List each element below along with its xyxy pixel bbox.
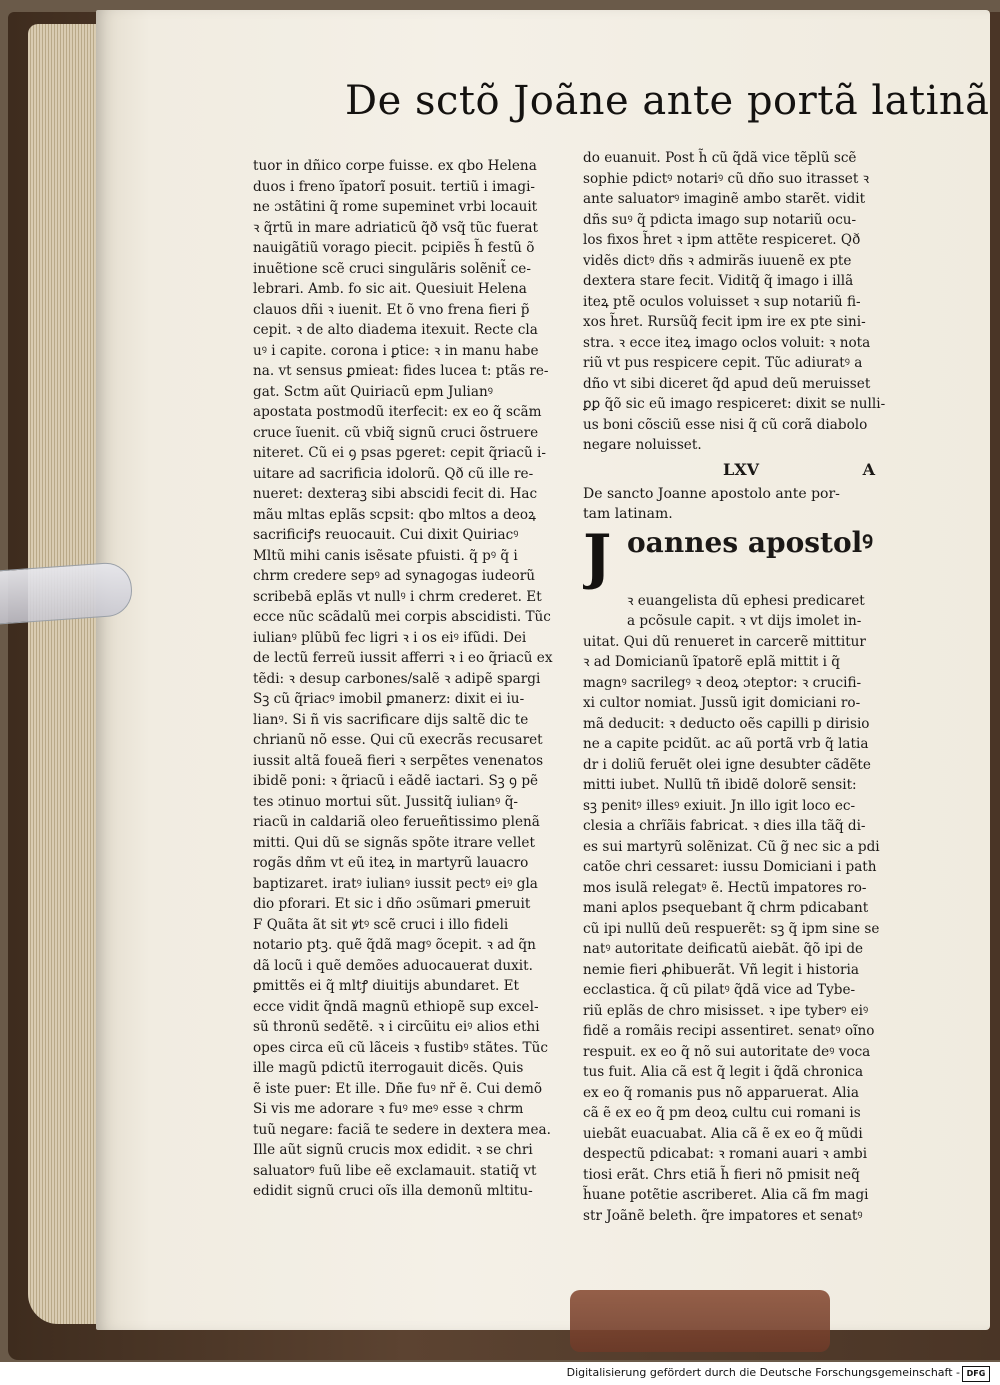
left-text-column bbox=[253, 156, 559, 1202]
right-column-top-line: dño vt sibi diceret q̃d apud deũ meruisset bbox=[583, 375, 871, 392]
left-column-line: ecce nũc scãdalũ mei corpis abscidisti. Tũc bbox=[253, 609, 551, 625]
right-column-top-line: iteꝝ ptẽ oculos voluisset ꝛ sup notariũ fi- bbox=[583, 293, 861, 310]
left-column-line: sũ thronũ sedẽtẽ. ꝛ i circũitu eiꝰ alios ethi bbox=[253, 1019, 540, 1035]
left-column-line: lebrari. Amb. fo sic ait. Quesiuit Helena bbox=[253, 281, 527, 297]
left-column-line: cruce ĩuenit. cũ vbiq̃ signũ cruci õstruere bbox=[253, 424, 539, 441]
right-column-body-line: ex eo q̃ romanis pus nõ apparuerat. Alia bbox=[583, 1084, 859, 1101]
left-column-line: ecce vidit q̃ndã magnũ ethiopẽ sup excel- bbox=[253, 998, 539, 1015]
left-column-line: F Quãta ãt sit ꝟtꝰ scẽ cruci i illo fideli bbox=[253, 916, 509, 933]
page-clip bbox=[0, 561, 134, 625]
right-column-body-line: cã ẽ ex eo q̃ pm deoꝝ cultu cui romani is bbox=[583, 1105, 861, 1121]
right-column-body-line: uitat. Qui dũ renueret in carcerẽ mittitur bbox=[583, 633, 866, 650]
right-column-body-line: clesia a chrĩãis fabricat. ꝛ dies illa tãq̃ di- bbox=[583, 818, 866, 834]
opening-words: oannes apostolꝰ bbox=[627, 525, 873, 559]
left-column-line: lianꝰ. Si ñ vis sacrificare dijs saltẽ dic te bbox=[253, 711, 529, 728]
chapter-number: LXV bbox=[723, 459, 760, 479]
left-column-line: riacũ in caldariã oleo ferueñtissimo plenã bbox=[253, 814, 540, 830]
left-column-line: clauos dñi ꝛ iuenit. Et õ vno frena fieri p̃ bbox=[253, 301, 530, 318]
right-column-body-line: tus fuit. Alia cã est q̃ legit i q̃dã chronica bbox=[583, 1064, 864, 1080]
right-column-body-line: dr i doliũ feruẽt olei igne desubter cãdẽte bbox=[583, 756, 871, 773]
left-column-line: tes ɔtinuo mortui sũt. Jussitq̃ iulianꝰ q̃- bbox=[253, 793, 518, 810]
right-column-top-line: riũ vt pus respicere cepit. Tũc adiuratꝰ a bbox=[583, 355, 863, 371]
right-column-top-line: ante saluatorꝰ imaginẽ ambo starẽt. vidit bbox=[583, 191, 866, 207]
left-column-line: nueret: dexteraꝫ sibi abscidi fecit di. Hac bbox=[253, 486, 538, 502]
right-column-top-line: ꝑꝑ q̃õ sic eũ imago respiceret: dixit se nulli- bbox=[583, 396, 886, 412]
left-column-line: sacrificiꝭs reuocauit. Cui dixit Quiriacꝰ bbox=[253, 527, 519, 543]
dfg-logo: DFG bbox=[962, 1366, 990, 1382]
left-column-line: edidit signũ cruci oĩs illa demonũ mltitu- bbox=[253, 1183, 533, 1199]
right-column-body-line: mani aplos psequebant q̃ chrm pdicabant bbox=[583, 900, 869, 916]
right-column-body-line: riũ eplãs de chro misisset. ꝛ ipe tyberꝰ eiꝰ bbox=[583, 1002, 869, 1019]
left-column-line: saluatorꝰ fuũ libe eẽ exclamauit. statiq̃ vt bbox=[253, 1162, 537, 1179]
right-column-body-line: h̃uane potẽtie ascriberet. Alia cã fm magi bbox=[583, 1187, 869, 1203]
right-column-body-line: cũ ipi nullũ deũ respuerẽt: sꝫ q̃ ipm sine se bbox=[583, 920, 880, 937]
left-column-line: ille magũ pdictũ iterrogauit dicẽs. Quis bbox=[253, 1060, 524, 1076]
chapter-heading-line: tam latinam. bbox=[583, 506, 673, 522]
right-column-body-line: a pcõsule capit. ꝛ vt dijs imolet in- bbox=[627, 613, 862, 629]
right-column-body-line: tiosi erãt. Chrs etiã h̃ fieri nõ pmisit neq̃ bbox=[583, 1166, 860, 1183]
right-column-body-line: natꝰ autoritate deificatũ aiebãt. q̃õ ipi de bbox=[583, 941, 864, 957]
right-column-top-line: sophie pdictꝰ notariꝰ cũ dño suo itrasset ꝛ bbox=[583, 170, 870, 187]
right-column-body-line: fidẽ a romãis recipi assentiret. senatꝰ oĩno bbox=[583, 1023, 875, 1039]
left-column-line: nauigãtiũ vorago piecit. pcipiẽs h̃ festũ õ bbox=[253, 240, 535, 256]
left-column-line: mitti. Qui dũ se signãs spõte itrare vellet bbox=[253, 834, 535, 851]
left-column-line: mãu mltas eplãs scpsit: qbo mltos a deoꝝ bbox=[253, 506, 536, 523]
left-column-line: tuũ negare: faciã te sedere in dextera mea. bbox=[253, 1121, 551, 1138]
left-column-line: tuor in dñico corpe fuisse. ex qbo Helena bbox=[253, 158, 537, 174]
left-column-line: Ille aũt signũ crucis mox edidit. ꝛ se chri bbox=[253, 1142, 533, 1158]
left-column-line: Mltũ mihi canis isẽsate pfuisti. q̃ pꝰ q̃ i bbox=[253, 547, 518, 564]
right-column-body-line: ꝛ euangelista dũ ephesi predicaret bbox=[627, 592, 865, 609]
left-column-line: niteret. Cũ ei ꝯ psas pgeret: cepit q̃riacũ i- bbox=[253, 445, 546, 461]
left-column-line: de lectũ ferreũ iussit afferri ꝛ i eo q̃riacũ ex bbox=[253, 650, 553, 666]
right-column-body-line: xi cultor nomiat. Jussũ igit domiciani ro- bbox=[583, 695, 861, 711]
right-column-top-text bbox=[583, 148, 897, 456]
right-column-top-line: do euanuit. Post h̃ cũ q̃dã vice tẽplũ scẽ bbox=[583, 150, 857, 166]
left-column-line: chrm credere sepꝰ ad synagogas iudeorũ bbox=[253, 568, 535, 584]
left-column-line: apostata postmodũ iterfecit: ex eo q̃ scãm bbox=[253, 404, 542, 420]
running-header: De sctõ Joãne ante portã latinã bbox=[345, 78, 990, 124]
leather-tail bbox=[570, 1290, 830, 1352]
left-column-line: ꝑmittẽs ei q̃ mltꝭ diuitijs abundaret. Et bbox=[253, 978, 519, 994]
drop-capital: J bbox=[583, 521, 612, 592]
right-column-top-line: los fixos h̃ret ꝛ ipm attẽte respiceret. Qð bbox=[583, 232, 861, 248]
left-column-line: ꝛ q̃rtũ in mare adriaticũ q̃ð vsq̃ tũc fuerat bbox=[253, 219, 538, 236]
right-column-top-line: dñs suꝰ q̃ pdicta imago sup notariũ ocu- bbox=[583, 211, 857, 228]
left-column-line: rogãs dñm vt eũ iteꝝ in martyrũ lauacro bbox=[253, 855, 529, 871]
right-column-body-line: catõe chri cessaret: iussu Domiciani i path bbox=[583, 859, 877, 875]
chapter-marker-row bbox=[583, 460, 897, 484]
right-column-body-line: mos isulã relegatꝰ ẽ. Hectũ impatores ro- bbox=[583, 879, 867, 896]
funding-credit: Digitalisierung gefördert durch die Deutsche Forschungsgemeinschaft - bbox=[566, 1366, 960, 1379]
right-column-body-line: mitti iubet. Nullũ tñ ibidẽ dolorẽ sensit: bbox=[583, 777, 857, 793]
right-text-column bbox=[583, 148, 897, 1226]
left-column-line: ne ɔstãtini q̃ rome supeminet vrbi locauit bbox=[253, 199, 538, 215]
left-column-line: iussit altã foueã fieri ꝛ serpẽtes venenatos bbox=[253, 752, 544, 769]
right-column-top-line: stra. ꝛ ecce iteꝝ imago oclos voluit: ꝛ nota bbox=[583, 334, 871, 351]
left-column-line: uitare ad sacrificia idolorũ. Qð cũ ille re- bbox=[253, 465, 534, 482]
right-column-body-line: mã deducit: ꝛ deducto oẽs capilli p dirisio bbox=[583, 715, 870, 732]
left-column-line: inuẽtione scẽ cruci singulãris solẽnit̃ ce- bbox=[253, 260, 531, 277]
left-column-line: cepit. ꝛ de alto diadema itexuit. Recte cla bbox=[253, 322, 538, 338]
right-column-body-line: ꝛ ad Domicianũ ĩpatorẽ eplã mittit i q̃ bbox=[583, 654, 840, 670]
right-column-body-line: sꝫ penitꝰ illesꝰ exiuit. Jn illo igit loco ec- bbox=[583, 797, 856, 814]
left-column-line: uꝰ i capite. corona i ꝑtice: ꝛ in manu habe bbox=[253, 342, 539, 359]
left-column-line: scribebã eplãs vt nullꝰ i chrm crederet. Et bbox=[253, 588, 542, 605]
chapter-letter: A bbox=[862, 459, 875, 479]
left-column-line: notario ptꝫ. quẽ q̃dã magꝰ õcepit. ꝛ ad q̃n bbox=[253, 937, 536, 953]
right-column-body-line: uiebãt euacuabat. Alia cã ẽ ex eo q̃ mũdi bbox=[583, 1125, 863, 1142]
right-column-body-line: despectũ pdicabat: ꝛ romani auari ꝛ ambi bbox=[583, 1146, 868, 1162]
right-column-body-line: magnꝰ sacrilegꝰ ꝛ deoꝝ ɔteptor: ꝛ crucifi- bbox=[583, 674, 862, 691]
right-column-body-line: ne a capite pcidũt. ac aũ portã vrb q̃ latia bbox=[583, 736, 869, 752]
left-column-line: chrianũ nõ esse. Qui cũ execrãs recusaret bbox=[253, 732, 543, 748]
right-column-top-line: us boni cõsciũ esse nisi q̃ cũ corã diabolo bbox=[583, 416, 868, 433]
left-column-line: duos i freno ĩpatorĩ posuit. tertiũ i imagi- bbox=[253, 178, 536, 195]
left-column-line: opes circa eũ cũ lãceis ꝛ fustibꝰ stãtes. Tũc bbox=[253, 1039, 548, 1056]
right-column-body-line: nemie fieri ꝓhibuerãt. Vñ legit i historia bbox=[583, 961, 859, 978]
left-column-line: na. vt sensus ꝑmieat: fides lucea t: ptãs re- bbox=[253, 363, 549, 379]
left-column-line: gat. Sctm aũt Quiriacũ epm Julianꝰ bbox=[253, 383, 493, 400]
right-column-body-line: ecclastica. q̃ cũ pilatꝰ q̃dã vice ad Tybe- bbox=[583, 982, 856, 998]
right-column-top-line: vidẽs dictꝰ dñs ꝛ admirãs iuuenẽ ex pte bbox=[583, 252, 852, 269]
right-column-body-line: respuit. ex eo q̃ nõ sui autoritate deꝰ voca bbox=[583, 1043, 871, 1060]
left-column-line: dio pforari. Et sic i dño ɔsũmari ꝑmeruit bbox=[253, 896, 531, 912]
left-column-line: Si vis me adorare ꝛ fuꝰ meꝰ esse ꝛ chrm bbox=[253, 1101, 524, 1117]
right-column-body-line: str Joãnẽ beleth. q̃re impatores et senatꝰ bbox=[583, 1207, 863, 1224]
left-column-line: dã locũ i quẽ demões aduocauerat duxit. bbox=[253, 957, 533, 974]
right-column-body-text bbox=[583, 591, 897, 1227]
left-column-line: ẽ iste puer: Et ille. Dñe fuꝰ nr̃ ẽ. Cui demõ bbox=[253, 1080, 543, 1097]
chapter-heading-line: De sancto Joanne apostolo ante por- bbox=[583, 485, 840, 502]
chapter-heading bbox=[583, 484, 897, 525]
left-column-line: ibidẽ poni: ꝛ q̃riacũ i eãdẽ iactari. Sꝫ ꝯ pẽ bbox=[253, 773, 539, 789]
chapter-opening bbox=[583, 521, 897, 592]
right-column-top-line: dextera stare fecit. Viditq̃ q̃ imago i illã bbox=[583, 273, 854, 289]
left-column-line: baptizaret. iratꝰ iulianꝰ iussit pectꝰ eiꝰ gla bbox=[253, 875, 538, 892]
right-column-top-line: xos h̃ret. Rursũq̃ fecit ipm ire ex pte sini- bbox=[583, 314, 866, 330]
right-column-body-line: es sui martyrũ solẽnizat. Cũ g̃ nec sic a pdi bbox=[583, 838, 880, 855]
left-column-line: tẽdi: ꝛ desup carbones/salẽ ꝛ adipẽ spargi bbox=[253, 670, 541, 687]
left-column-line: iulianꝰ plũbũ fec ligri ꝛ i os eiꝰ ifũdi. Dei bbox=[253, 629, 527, 646]
right-column-top-line: negare noluisset. bbox=[583, 437, 702, 453]
left-column-line: Sꝫ cũ q̃riacꝰ imobil ꝑmanerz: dixit ei iu- bbox=[253, 691, 525, 707]
